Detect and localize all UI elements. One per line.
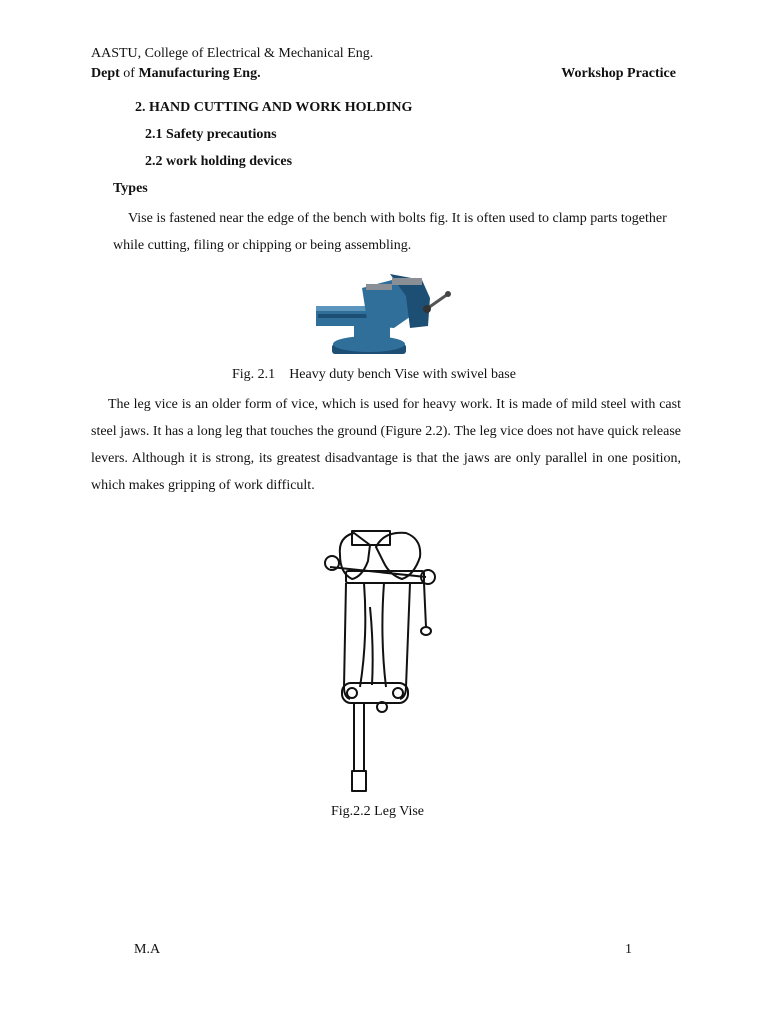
- footer-author: M.A: [134, 942, 161, 957]
- figure-2-1-text: Heavy duty bench Vise with swivel base: [289, 367, 516, 382]
- header-course: Workshop Practice: [561, 66, 676, 81]
- header-institution: AASTU, College of Electrical & Mechanical Eng.: [91, 46, 374, 61]
- paragraph-leg-vice: The leg vice is an older form of vice, which is used for heavy work. It is made of mild steel with cast steel jaws. It has a long leg that touches the ground (Figure 2.2). The leg vice does not have quick release levers. Although it is strong, its greatest disadvantage is that the jaws are only parallel in one position, which makes gripping of work difficult.: [91, 397, 681, 493]
- subsection-safety: 2.1 Safety precautions: [145, 127, 277, 142]
- bench-vise-image: [310, 268, 455, 360]
- dept-of: of: [123, 66, 135, 81]
- subsection-work-holding: 2.2 work holding devices: [145, 154, 293, 169]
- figure-2-1-number: Fig. 2.1: [232, 367, 276, 382]
- page-number: 1: [625, 942, 632, 957]
- header-department: [91, 66, 261, 82]
- dept-name: Manufacturing Eng.: [138, 66, 261, 81]
- dept-prefix: Dept: [91, 66, 120, 81]
- types-heading: Types: [113, 181, 148, 196]
- section-heading: 2. HAND CUTTING AND WORK HOLDING: [135, 100, 413, 115]
- figure-2-1-caption: [232, 367, 516, 383]
- leg-vise-image: [310, 527, 460, 795]
- figure-2-2-caption: Fig.2.2 Leg Vise: [331, 804, 425, 819]
- paragraph-bench-vise: Vise is fastened near the edge of the bench with bolts fig. It is often used to clamp parts together while cutting, filing or chipping or being assembling.: [113, 211, 667, 253]
